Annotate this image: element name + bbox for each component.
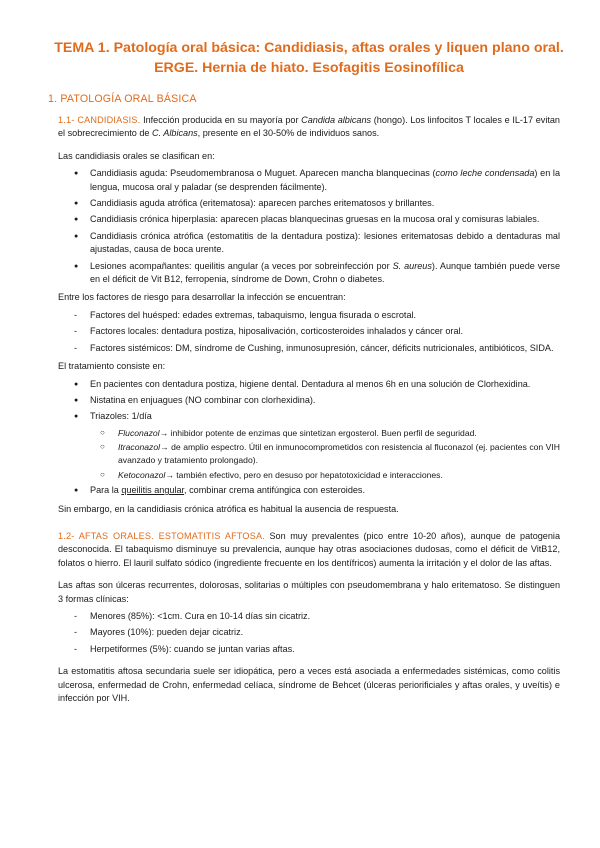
list-item: - Mayores (10%): pueden dejar cicatriz. [58, 626, 560, 639]
item-text: ). Aunque también puede verse en el déficit de Vit B12, ferropenia, síndrome de Down, Crohn o diabetes. [90, 260, 560, 285]
document-title: TEMA 1. Patología oral básica: Candidiasis, aftas orales y liquen plano oral. ERGE. Hernia de hiato. Esofagitis Eosinofílica [54, 40, 564, 76]
item-text: Para la [90, 485, 122, 496]
list-item: ● Nistatina en enjuagues (NO combinar con clorhexidina). [58, 394, 560, 407]
drug-name: Ketoconazol [118, 469, 166, 480]
candidiasis-label: 1.1- CANDIDIASIS. [58, 115, 141, 125]
list-item: - Herpetiformes (5%): cuando se juntan varias aftas. [58, 643, 560, 656]
list-item [90, 441, 560, 466]
drug-name: Fluconazol [118, 427, 160, 438]
aftas-secondary: La estomatitis aftosa secundaria suele ser idiopática, pero a veces está asociada a enfermedades sistémicas, como colitis ulcerosa, enfermedad de Crohn, enfermedad celíaca, síndrome de Behcet (úlceras periorificiales y aftas orales, y uveítis) e infección por VIH. [58, 666, 560, 703]
item-text: → de amplio espectro. Útil en inmunocomprometidos con resistencia al fluconazol (ej. pacientes con VIH avanzado y tratamiento prolongado). [118, 442, 560, 465]
list-item: - Menores (85%): <1cm. Cura en 10-14 días sin cicatriz. [58, 610, 560, 623]
list-item [90, 427, 560, 440]
list-item [58, 484, 560, 497]
candidiasis-intro-text: , presente en el 30-50% de individuos sanos. [197, 128, 380, 139]
aftas-intro-text: Son muy prevalentes (pico entre 10-20 años), aunque de patogenia desconocida. El tabaquismo disminuye su prevalencia, aunque hay otras asociaciones dudosas, como el déficit de VitB12, folatos o hierro. El lauril sulfato sódico (ingrediente frecuente en los dentífricos) aumenta la irritación y el dolor de las aftas. [58, 530, 560, 568]
list-item: - Factores del huésped: edades extremas, tabaquismo, lengua fisurada o escrotal. [58, 309, 560, 322]
list-item [90, 469, 560, 482]
aftas-forms-list [58, 610, 560, 656]
c-albicans-term: C. Albicans [152, 128, 198, 139]
treatment-list [58, 378, 560, 498]
item-text: → también efectivo, pero en desuso por hepatotoxicidad e interacciones. [165, 469, 443, 480]
item-text: Candidiasis aguda: Pseudomembranosa o Muguet. Aparecen mancha blanquecinas ( [90, 168, 436, 179]
item-text: , combinar crema antifúngica con esteroides. [184, 485, 366, 496]
drug-name: Itraconazol [118, 442, 161, 453]
aftas-label: 1.2- AFTAS ORALES. ESTOMATITIS AFTOSA. [58, 530, 265, 541]
aftas-description: Las aftas son úlceras recurrentes, dolorosas, solitarias o múltiples con pseudomembrana y halo eritematoso. Se distinguen 3 formas clínicas: [58, 580, 560, 604]
item-text: ) en la lengua, mucosa oral y paladar (se desprenden fácilmente). [90, 168, 561, 192]
list-item: ● Candidiasis crónica hiperplasia: aparecen placas blanquecinas gruesas en la mucosa oral y comisuras labiales. [58, 213, 560, 226]
list-item: - Factores locales: dentadura postiza, hiposalivación, corticosteroides inhalados y cáncer oral. [58, 325, 560, 338]
list-item: ● Candidiasis aguda atrófica (eritematosa): aparecen parches eritematosos y brillantes. [58, 197, 560, 210]
item-text: → inhibidor potente de enzimas que sintetizan ergosterol. Buen perfil de seguridad. [159, 427, 477, 438]
aftas-intro [58, 530, 560, 570]
candidiasis-intro-text: Infección producida en su mayoría por [140, 115, 302, 125]
item-text: Lesiones acompañantes: queilitis angular (a veces por sobreinfección por [90, 260, 393, 271]
list-item [58, 260, 560, 287]
item-emphasis: S. aureus [392, 260, 432, 271]
underlined-term: queilitis angular [121, 485, 185, 496]
candida-albicans-term: Candida albicans [301, 115, 372, 125]
classification-intro: Las candidiasis orales se clasifican en: [58, 150, 215, 161]
list-item: ● En pacientes con dentadura postiza, higiene dental. Dentadura al menos 6h en una solución de Clorhexidina. [58, 378, 560, 391]
risk-factors-intro: Entre los factores de riesgo para desarrollar la infección se encuentran: [58, 292, 346, 303]
list-item: ● Candidiasis crónica atrófica (estomatitis de la dentadura postiza): lesiones eritematosas debido a dentaduras mal ajustadas, causa de boca urente. [58, 230, 560, 257]
section-heading-patologia-oral: 1. PATOLOGÍA ORAL BÁSICA [48, 93, 197, 105]
treatment-intro: El tratamiento consiste en: [58, 361, 166, 372]
list-item [58, 167, 560, 194]
candidiasis-intro-text: (hongo). Los linfocitos T locales e IL-17 evitan el sobrecrecimiento de [58, 115, 560, 139]
risk-factors-list [58, 309, 560, 355]
candidiasis-types-list [58, 167, 560, 286]
item-emphasis: como leche condensada [435, 168, 535, 179]
list-item: - Factores sistémicos: DM, síndrome de Cushing, inmunosupresión, cáncer, déficits nutricionales, antibióticos, SIDA. [58, 342, 560, 355]
triazoles-list [90, 427, 560, 481]
item-text: Triazoles: 1/día [90, 411, 152, 422]
list-item [58, 410, 560, 481]
candidiasis-intro [58, 114, 560, 141]
candidiasis-closing: Sin embargo, en la candidiasis crónica atrófica es habitual la ausencia de respuesta. [58, 503, 399, 514]
